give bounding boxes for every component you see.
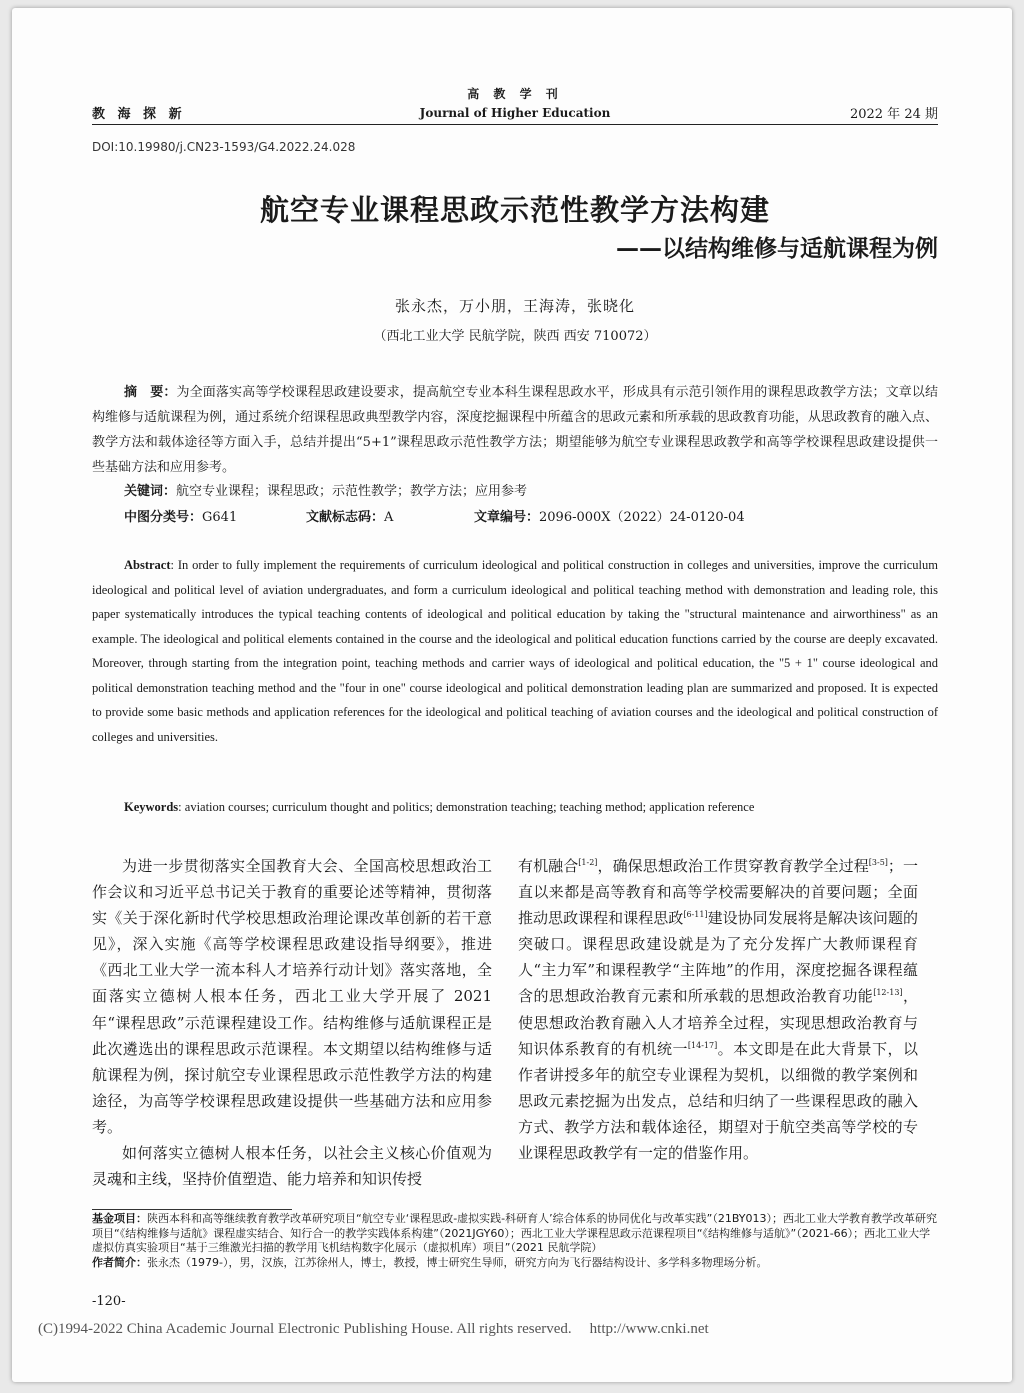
body-text: ；一直以来都是高等教育和高等学校需要解决的首要问题；全面推动思政课程和课程思政 [518,857,918,928]
body-text: 建设协同发展将是解决该问题的突破口。课程思政建设就是为了充分发挥广大教师课程育人“主力军”和课程教学“主阵地”的作用，深度挖掘各课程蕴含的思想政治教育元素和所承载的思想政治教育功能 [518,909,918,1006]
fund-text: 陕西本科和高等继续教育教学改革研究项目“航空专业‘课程思政-虚拟实践-科研育人’综合体系的协同优化与改革实践”（21BY013）；西北工业大学教育教学改革研究项目“《结构维修与适航》课程虚实结合、知行合一的教学实践体系构建”（2021JGY60）；西北工业大学课程思政示范课程项目“《结构维修与适航》”（2021-66）；西北工业大学虚拟仿真实验项目“基于三维激光扫描的教学用飞机结构数字化展示（虚拟机库）项目”（2021 民航学院） [92,1212,937,1254]
abstract-en-label: Abstract [124,558,171,572]
body-text: ，确保思想政治工作贯穿教育教学全过程 [597,857,869,875]
footnote [92,1212,938,1270]
copyright-link[interactable]: http://www.cnki.net [589,1321,709,1337]
clc-label: 中图分类号： [124,510,203,525]
paper-subtitle: ——以结构维修与适航课程为例 [616,236,938,262]
keywords-cn-label: 关键词： [124,484,177,499]
author-note [92,1256,938,1271]
author-bio-label: 作者简介： [92,1255,147,1269]
citation: [1-2] [578,858,598,867]
copyright-line [38,1321,709,1338]
keywords-cn-text: 航空专业课程；课程思政；示范性教学；教学方法；应用参考 [176,484,528,499]
authors: 张永杰，万小朋，王海涛，张晓化 [394,297,635,315]
body-paragraph: 为进一步贯彻落实全国教育大会、全国高校思想政治工作会议和习近平总书记关于教育的重要论述等精神，贯彻落实《关于深化新时代学校思想政治理论课改革创新的若干意见》，深入实施《高等学校课程思政建设指导纲要》，推进《西北工业大学一流本科人才培养行动计划》落实落地，全面落实立德树人根本任务，西北工业大学开展了 2021 年“课程思政”示范课程建设工作。结构维修与适航课程正是此次遴选出的课程思政示范课程。本文期望以结构维修与适航课程为例，探讨航空专业课程思政示范性教学方法的构建途径，为高等学校课程思政建设提供一些基础方法和应用参考。 [92,857,492,1136]
fund-label: 基金项目： [92,1212,147,1225]
abstract-cn-label: 摘 要： [124,385,177,400]
body-paragraph: 如何落实立德树人根本任务，以社会主义核心价值观为灵魂和主线，坚持价值塑造、能力培养和知识传授 [92,1144,492,1189]
doc-code [306,506,393,525]
citation: [14-17] [687,1040,718,1050]
keywords-en-label: Keywords [124,800,179,814]
page-number: -120- [92,1294,126,1309]
journal-title-cn: 高 教 学 刊 [467,87,563,101]
body-text: 有机融合 [518,857,579,875]
body-column-right [518,853,918,1166]
clc-value: G641 [202,510,238,525]
journal-title [400,85,630,123]
journal-title-en: Journal of Higher Education [419,106,611,120]
author-bio-text: 张永杰（1979-），男，汉族，江苏徐州人，博士，教授，博士研究生导师，研究方向为飞行器结构设计、多学科多物理场分析。 [147,1255,768,1269]
body-paragraph [518,853,918,1166]
citation: [6-11] [683,910,708,920]
body-column-left [92,853,492,1192]
footnote-divider [92,1209,292,1210]
keywords-cn [124,480,527,499]
body-text: ，使思想政治教育融入人才培养全过程，实现思想政治教育与知识体系教育的有机统一 [518,987,918,1058]
doc-label: 文献标志码： [306,510,385,525]
header-divider [92,124,938,125]
citation: [12-13] [873,988,903,998]
article-value: 2096-000X（2022）24-0120-04 [539,510,745,525]
clc-number [124,506,237,525]
doc-value: A [384,510,394,525]
abstract-cn [92,380,938,480]
citation: [3-5] [868,858,888,867]
doi: DOI:10.19980/j.CN23-1593/G4.2022.24.028 [92,140,356,154]
paper-title: 航空专业课程思政示范性教学方法构建 [259,193,770,227]
article-label: 文章编号： [474,510,540,525]
abstract-en-text: : In order to fully implement the requirements of curriculum ideological and political construction in colleges and universities, improve the curriculum ideological and political level of aviation undergraduates, and form a curriculum ideological and political teaching method with demonstration and leading role, this paper systematically introduces the typical teaching contents of ideological and political education by taking the "structural maintenance and airworthiness" as an example. The ideological and political elements contained in the course and the ideological and political education functions carried by the course are deeply excavated. Moreover, through starting from the integration point, teaching methods and carrier ways of ideological and political education, the "5 + 1" course ideological and political demonstration teaching method and the "four in one" course ideological and political demonstration leading plan are summarized and proposed. It is expected to provide some basic methods and application references for the ideological and political teaching of aviation courses and the ideological and political construction of colleges and universities. [92,558,938,744]
article-number [474,506,745,525]
abstract-cn-text: 为全面落实高等学校课程思政建设要求，提高航空专业本科生课程思政水平，形成具有示范引领作用的课程思政教学方法；文章以结构维修与适航课程为例，通过系统介绍课程思政典型教学内容，深度挖掘课程中所蕴含的思政元素和所承载的思政教育功能，从思政教育的融入点、教学方法和载体途径等方面入手，总结并提出“5+1”课程思政示范性教学方法；期望能够为航空专业课程思政教学和高等学校课程思政建设提供一些基础方法和应用参考。 [92,385,938,475]
abstract-en [92,553,938,749]
keywords-en [124,800,754,815]
issue-label: 2022 年 24 期 [849,107,938,122]
copyright-text: (C)1994-2022 China Academic Journal Electronic Publishing House. All rights reserved. [38,1321,572,1337]
body-text: 。本文即是在此大背景下，以作者讲授多年的航空专业课程为契机，以细微的教学案例和思政元素挖掘为出发点，总结和归纳了一些课程思政的融入方式、教学方法和载体途径，期望对于航空类高等学校的专业课程思政教学有一定的借鉴作用。 [518,1039,918,1163]
keywords-en-text: : aviation courses; curriculum thought and politics; demonstration teaching; teaching method; application reference [178,800,755,814]
section-label: 教 海 探 新 [92,107,186,122]
affiliation: （西北工业大学 民航学院，陕西 西安 710072） [373,329,657,344]
fund-note [92,1212,938,1256]
